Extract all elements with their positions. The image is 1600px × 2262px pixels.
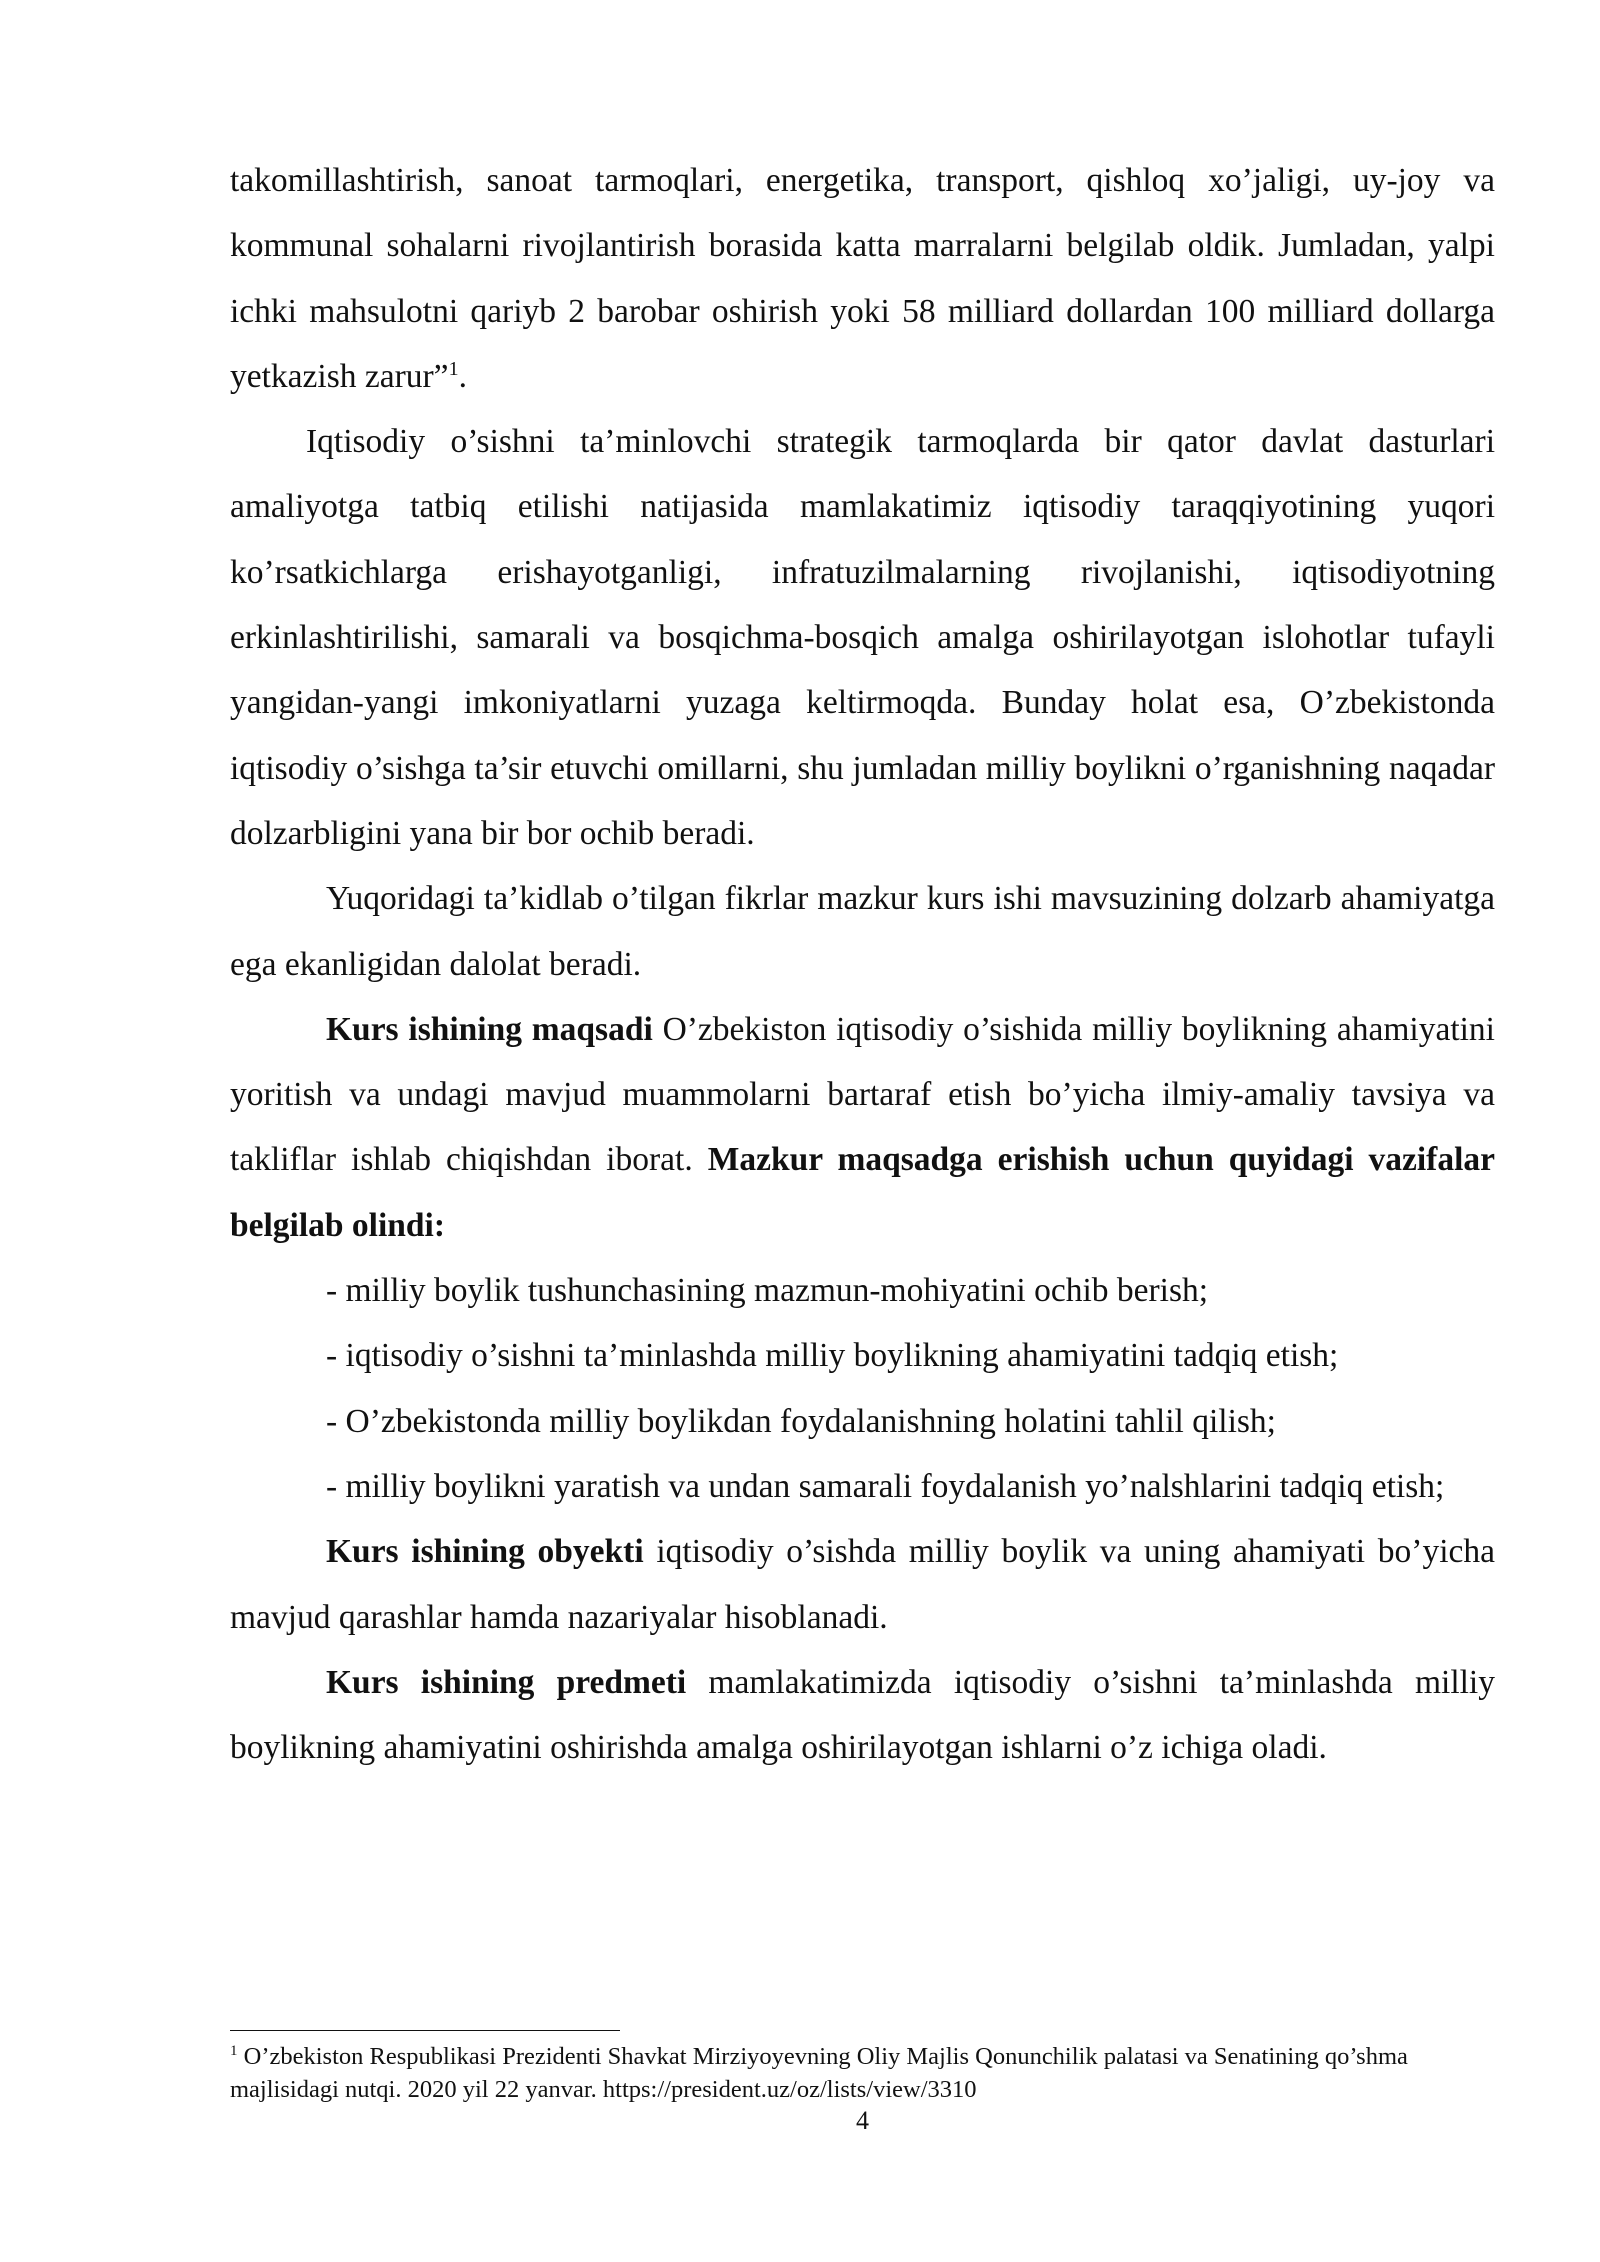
task-item: - O’zbekistonda milliy boylikdan foydalanishning holatini tahlil qilish; bbox=[326, 1402, 1276, 1440]
object-text: iqtisodiy o’sishda milliy boylik va uning ahamiyati bo’yicha mavjud qarashlar hamda nazariyalar hisoblanadi. bbox=[230, 1533, 1495, 1636]
task-item: - milliy boylikni yaratish va undan samarali foydalanish yo’nalshlarini tadqiq etish; bbox=[326, 1467, 1445, 1505]
paragraph-end: . bbox=[458, 357, 467, 395]
paragraph-relevance: Yuqoridagi ta’kidlab o’tilgan fikrlar mazkur kurs ishi mavsuzining dolzarb ahamiyatga ega ekanligidan dalolat beradi. bbox=[230, 880, 1495, 983]
footnote-reference[interactable]: 1 bbox=[448, 357, 459, 380]
subject-text: mamlakatimizda iqtisodiy o’sishni ta’minlashda milliy boylikning ahamiyatini oshirishda amalga oshirilayotgan ishlarni o’z ichiga oladi. bbox=[230, 1663, 1495, 1767]
task-item: - milliy boylik tushunchasining mazmun-mohiyatini ochib berish; bbox=[326, 1272, 1209, 1310]
footnote-text: O’zbekiston Respublikasi Prezidenti Shavkat Mirziyoyevning Oliy Majlis Qonunchilik palatasi va Senatining qo’shma majlisidagi nutqi. 2020 yil 22 yanvar. https://president.uz/oz/lists/view/3310 bbox=[230, 2043, 1408, 2103]
subject-heading: Kurs ishining predmeti bbox=[326, 1663, 687, 1701]
goal-heading: Kurs ishining maqsadi bbox=[326, 1010, 653, 1048]
tasks-heading: Mazkur maqsadga erishish uchun quyidagi vazifalar belgilab olindi: bbox=[230, 1141, 1496, 1244]
task-item: - iqtisodiy o’sishni ta’minlashda milliy boylikning ahamiyatini tadqiq etish; bbox=[326, 1337, 1339, 1375]
paragraph-object bbox=[230, 1519, 1495, 1650]
page-number: 4 bbox=[856, 2106, 869, 2135]
paragraph-subject bbox=[230, 1650, 1495, 1781]
paragraph-goal bbox=[230, 997, 1495, 1258]
paragraph-strategic-sectors: Iqtisodiy o’sishni ta’minlovchi strategik tarmoqlarda bir qator davlat dasturlari amaliyotga tatbiq etilishi natijasida mamlakatimiz iqtisodiy taraqqiyotining yuqori ko’rsatkichlarga erishayotganligi, infratuzilmalarning rivojlanishi, iqtisodiyotning erkinlashtirilishi, samarali va bosqichma-bosqich amalga oshirilayotgan islohotlar tufayli yangidan-yangi imkoniyatlarni yuzaga keltirmoqda. Bunday holat esa, O’zbekistonda iqtisodiy o’sishga ta’sir etuvchi omillarni, shu jumladan milliy boylikni o’rganishning naqadar dolzarbligini yana bir bor ochib beradi. bbox=[230, 423, 1495, 852]
goal-text: O’zbekiston iqtisodiy o’sishida milliy boylikning ahamiyatini yoritish va undagi mavjud muammolarni bartaraf etish bo’yicha ilmiy-amaliy tavsiya va takliflar ishlab chiqishdan iborat. bbox=[230, 1010, 1495, 1179]
paragraph-continuation bbox=[230, 148, 1495, 409]
object-heading: Kurs ishining obyekti bbox=[326, 1533, 644, 1571]
paragraph-text: takomillashtirish, sanoat tarmoqlari, energetika, transport, qishloq xo’jaligi, uy-joy va kommunal sohalarni rivojlantirish borasida katta marralarni belgilab oldik. Jumladan, yalpi ichki mahsulotni qariyb 2 barobar oshirish yoki 58 milliard dollardan 100 milliard dollarga yetkazish zarur” bbox=[230, 162, 1495, 395]
footnote-marker: 1 bbox=[230, 2042, 238, 2059]
footnote bbox=[230, 2040, 1495, 2106]
footnote-separator bbox=[230, 2030, 620, 2031]
body-text bbox=[230, 148, 1495, 1780]
